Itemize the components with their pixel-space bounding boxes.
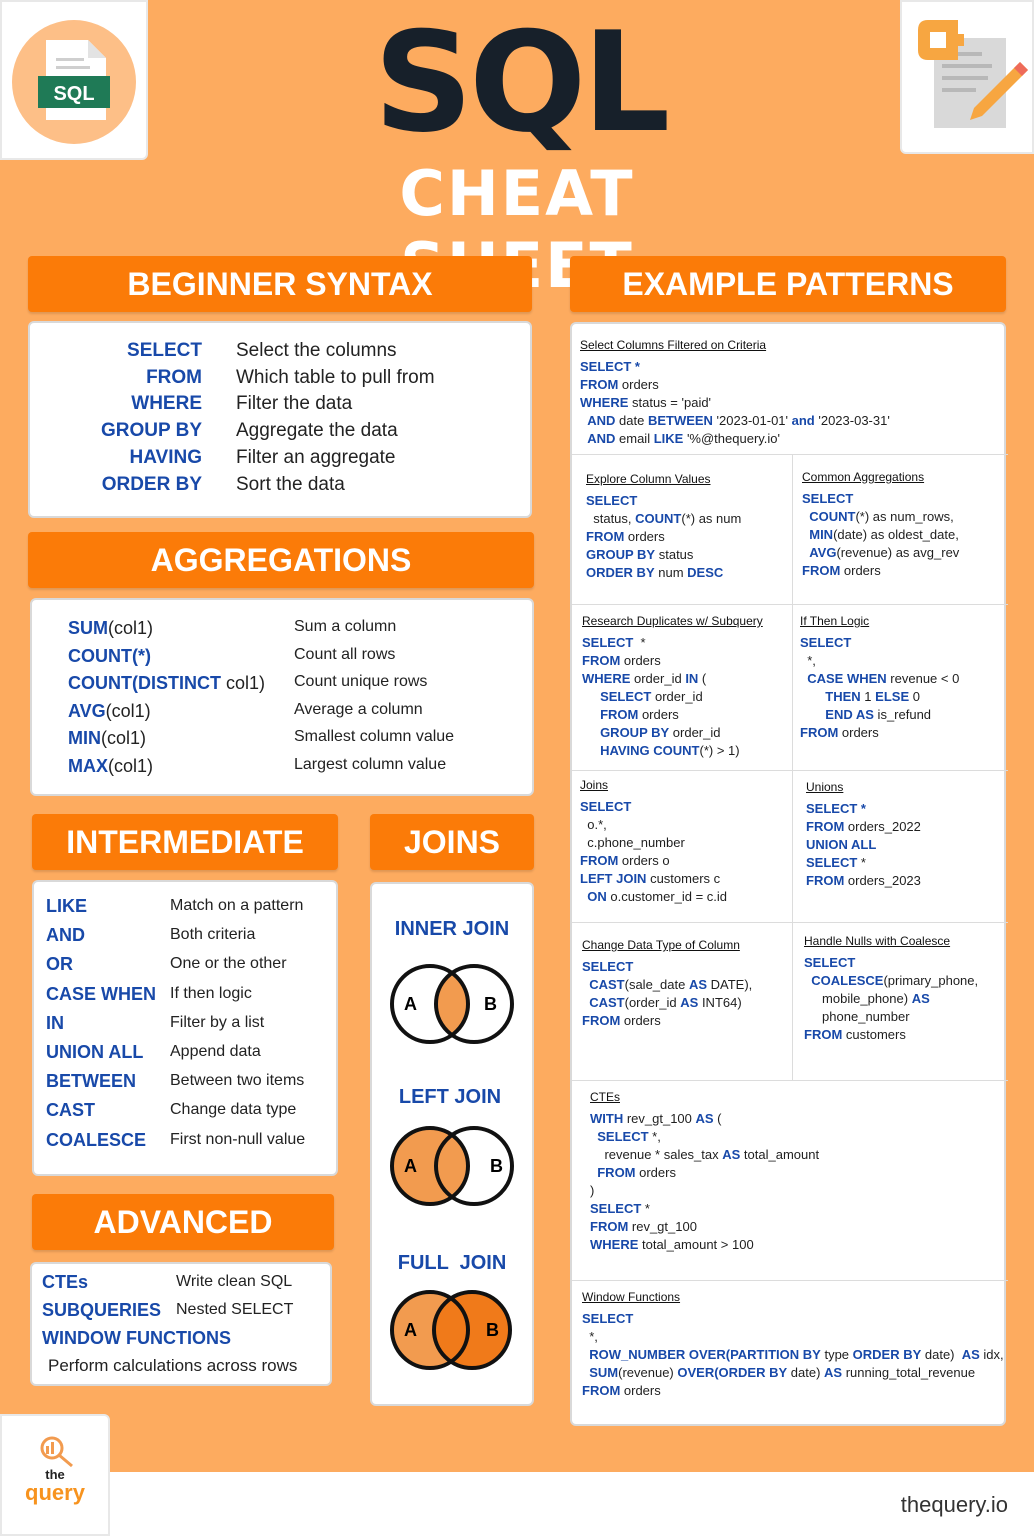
example-divider [572,1080,1008,1081]
aggregation-description: Average a column [294,700,423,718]
advanced-keyword: SUBQUERIES [42,1300,162,1320]
intermediate-keyword: LIKE [46,896,88,916]
intermediate-description: Both criteria [170,926,256,944]
logo-query: query [25,1480,85,1505]
example-divider [572,454,1008,455]
beginner-keyword: HAVING [129,446,202,468]
aggregation-description: Count all rows [294,645,396,663]
aggregation-description: Smallest column value [294,728,455,746]
joins-box [370,882,534,1406]
page-subtitle: CHEAT [399,157,635,230]
example-code: SELECT * FROM orders WHERE status = 'paid' AND date BETWEEN '2023-01-01' and '2023-03-31' AND email LIKE '%@thequery.io' [580,359,890,446]
sql-file-icon-card [0,0,148,160]
aggregation-description: Sum a column [294,618,397,635]
full-join-a: A [404,1320,417,1340]
example-patterns-box [570,322,1006,1426]
example-divider [572,1280,1008,1281]
intermediate-keyword: CAST [46,1100,95,1121]
intermediate-description: Change data type [170,1101,297,1119]
example-title: Unions [806,780,844,794]
aggregations-box [30,598,534,796]
aggregation-function [68,671,265,695]
aggregation-function-name: SUM [68,618,108,638]
advanced-keyword: CTEs [42,1272,89,1292]
example-code: SELECT COUNT(*) as num_rows, MIN(date) as oldest_date, AVG(revenue) as avg_rev FROM orders [802,491,960,578]
inner-join-diagram [370,954,534,1054]
aggregation-function-name: COUNT(*) [68,645,151,666]
example-divider [572,922,1008,923]
aggregations-header [28,532,534,588]
beginner-description: Which table to pull from [236,366,435,388]
aggregation-function-name: MAX [68,756,108,776]
example-code: WITH rev_gt_100 AS ( SELECT *, revenue * sales_tax AS total_amount FROM orders ) SELECT * FROM rev_gt_100 WHERE total_amount > 100 [590,1111,820,1252]
intermediate-description: One or the other [170,955,287,973]
intermediate-description: Filter by a list [170,1013,265,1031]
beginner-keyword: FROM [146,366,202,388]
intermediate-keyword: UNION ALL [46,1042,144,1062]
example-title: CTEs [590,1090,620,1104]
example-title: Select Columns Filtered on Criteria [580,338,767,352]
aggregation-function-arg: col1) [220,673,265,694]
beginner-description: Filter an aggregate [236,446,396,468]
advanced-description: Nested SELECT [176,1301,294,1318]
sql-file-icon [0,0,148,160]
inner-join-label: INNER JOIN [394,918,510,940]
aggregation-description: Largest column value [294,756,447,773]
joins-title: JOINS [403,824,501,860]
aggregation-function-arg: (col1) [108,756,154,776]
aggregation-function [68,616,153,640]
example-code: SELECT *, ROW_NUMBER OVER(PARTITION BY type ORDER BY date) AS idx, SUM(revenue) OVER(ORDER BY date) AS running_total_revenue FROM orders [582,1311,1004,1398]
left-join-label: LEFT JOIN [398,1086,502,1108]
intermediate-keyword: IN [46,1012,64,1033]
magnifier-icon [32,1430,92,1470]
left-join-a: A [404,1156,417,1176]
aggregations-title: AGGREGATIONS [150,542,412,578]
example-divider [572,604,1008,605]
file-icon-label: SQL [53,83,95,105]
aggregation-function-arg: (col1) [105,700,151,721]
left-join-b: B [490,1156,503,1176]
intermediate-keyword: AND [46,925,85,946]
example-code: SELECT status, COUNT(*) as num FROM orders GROUP BY status ORDER BY num DESC [586,493,742,580]
aggregation-function-arg: (col1) [101,728,147,749]
intermediate-description: Match on a pattern [170,897,304,914]
example-patterns-header [570,256,1006,312]
intermediate-title: INTERMEDIATE [66,824,304,860]
full-join-diagram [370,1280,534,1380]
intermediate-keyword: OR [46,954,73,975]
beginner-syntax-title: BEGINNER SYNTAX [127,266,433,302]
left-join-diagram [370,1116,534,1216]
intermediate-keyword: CASE WHEN [46,983,157,1004]
example-code: SELECT *, CASE WHEN revenue < 0 THEN 1 ELSE 0 END AS is_refund FROM orders [800,635,960,740]
example-code: SELECT COALESCE(primary_phone, mobile_phone) AS phone_number FROM customers [804,955,979,1042]
beginner-keyword: WHERE [131,393,202,415]
footer-strip [0,1472,1034,1536]
beginner-keyword: SELECT [127,340,202,361]
advanced-box [30,1262,332,1386]
beginner-keyword: ORDER BY [101,473,202,495]
example-code: SELECT * FROM orders WHERE order_id IN ( SELECT order_id FROM orders GROUP BY order_id HAVING COUNT(*) > 1) [582,635,740,758]
document-pencil-card [900,0,1034,154]
example-code: SELECT * FROM orders_2022 UNION ALL SELECT * FROM orders_2023 [806,801,921,888]
beginner-description: Select the columns [236,340,397,361]
example-title: Handle Nulls with Coalesce [804,934,951,948]
intermediate-description: If then logic [170,984,252,1002]
example-title: Joins [580,778,609,792]
intermediate-description: Between two items [170,1072,305,1090]
beginner-syntax-box [28,321,532,518]
aggregation-function-name: COUNT(DISTINCT [68,673,221,694]
example-patterns-title: EXAMPLE PATTERNS [622,266,954,302]
example-code: SELECT CAST(sale_date AS DATE), CAST(order_id AS INT64) FROM orders [582,959,753,1028]
advanced-keyword: WINDOW FUNCTIONS [42,1328,231,1348]
intermediate-keyword: BETWEEN [46,1071,136,1092]
inner-join-a: A [404,994,417,1014]
beginner-description: Aggregate the data [236,420,398,442]
document-pencil-icon [900,0,1034,154]
beginner-description: Filter the data [236,393,353,415]
page-title: SQL [373,2,667,163]
full-join-label: FULL JOIN [397,1252,507,1274]
example-vertical-divider [792,454,793,1080]
example-divider [572,770,1008,771]
beginner-description: Sort the data [236,473,345,495]
intermediate-box [32,880,338,1176]
logo [20,1466,90,1505]
footer-url: thequery.io [900,1492,1008,1517]
example-title: Common Aggregations [802,470,925,484]
beginner-keyword: GROUP BY [100,420,202,442]
aggregation-function [68,754,153,778]
example-title: If Then Logic [800,614,870,628]
advanced-title: ADVANCED [93,1204,273,1240]
example-title: Explore Column Values [586,472,711,486]
aggregation-function-name: AVG [68,700,106,721]
intermediate-header [32,814,338,870]
aggregation-function [68,726,146,750]
example-title: Window Functions [582,1290,681,1304]
aggregation-function [68,644,151,668]
aggregation-function-arg: (col1) [108,618,154,638]
aggregation-function [68,699,151,723]
intermediate-keyword: COALESCE [46,1129,147,1150]
advanced-note: Perform calculations across rows [48,1356,298,1375]
example-title: Research Duplicates w/ Subquery [582,614,763,628]
joins-header [370,814,534,870]
example-title: Change Data Type of Column [582,938,740,952]
advanced-header [32,1194,334,1250]
intermediate-description: Append data [170,1043,261,1060]
inner-join-b: B [484,994,497,1014]
advanced-description: Write clean SQL [176,1273,293,1290]
intermediate-description: First non-null value [170,1130,306,1148]
aggregation-description: Count unique rows [294,673,428,691]
aggregation-function-name: MIN [68,728,101,749]
example-code: SELECT o.*, c.phone_number FROM orders o LEFT JOIN customers c ON o.customer_id = c.id [580,799,728,904]
logo-the: the [45,1467,65,1482]
full-join-b: B [486,1320,499,1340]
beginner-syntax-header [28,256,532,312]
